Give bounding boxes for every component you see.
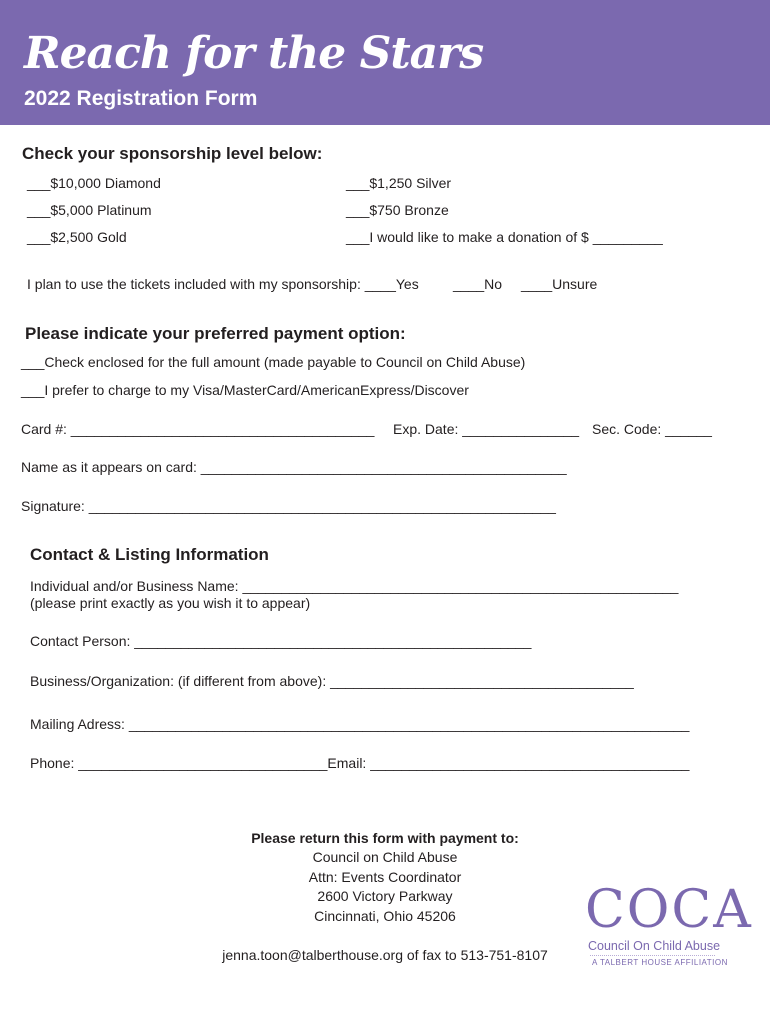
individual-name-field[interactable]: Individual and/or Business Name: ________________________________________________________ [30, 578, 679, 594]
sponsor-option-platinum[interactable]: ___$5,000 Platinum [27, 202, 152, 218]
contact-person-field[interactable]: Contact Person: ___________________________________________________ [30, 633, 532, 649]
payment-option-check[interactable]: ___Check enclosed for the full amount (made payable to Council on Child Abuse) [21, 354, 526, 370]
logo-divider [590, 955, 715, 956]
mailing-address-field[interactable]: Mailing Adress: ________________________________________________________________________ [30, 716, 690, 732]
form-subtitle: 2022 Registration Form [24, 87, 258, 110]
sec-code-field[interactable]: Sec. Code: ______ [592, 421, 712, 437]
coca-logo-affiliation: A TALBERT HOUSE AFFILIATION [592, 958, 728, 967]
phone-email-field[interactable]: Phone: ________________________________Email: _________________________________________ [30, 755, 690, 771]
tickets-unsure-field[interactable]: ____Unsure [521, 276, 598, 292]
tickets-no-field[interactable]: ____No [453, 276, 503, 292]
exp-date-field[interactable]: Exp. Date: _______________ [393, 421, 580, 437]
business-organization-field[interactable]: Business/Organization: (if different from above): _______________________________________ [30, 673, 634, 689]
card-number-field[interactable]: Card #: _______________________________________ [21, 421, 375, 437]
payment-heading: Please indicate your preferred payment option: [25, 324, 406, 343]
sponsor-option-gold[interactable]: ___$2,500 Gold [27, 229, 127, 245]
return-attn: Attn: Events Coordinator [308, 869, 462, 885]
tickets-yes-field[interactable]: I plan to use the tickets included with my sponsorship: ____Yes [27, 276, 419, 292]
return-heading: Please return this form with payment to: [251, 830, 519, 846]
coca-logo-name: Council On Child Abuse [588, 939, 721, 953]
sponsorship-heading: Check your sponsorship level below: [22, 144, 323, 163]
signature-field[interactable]: Signature: ____________________________________________________________ [21, 498, 556, 514]
return-org: Council on Child Abuse [312, 849, 458, 865]
sponsor-option-diamond[interactable]: ___$10,000 Diamond [27, 175, 161, 191]
return-city: Cincinnati, Ohio 45206 [314, 908, 456, 924]
event-title: Reach for the Stars [24, 28, 484, 79]
name-on-card-field[interactable]: Name as it appears on card: _______________________________________________ [21, 459, 567, 475]
return-street: 2600 Victory Parkway [317, 888, 453, 904]
sponsor-option-silver[interactable]: ___$1,250 Silver [346, 175, 452, 191]
contact-heading: Contact & Listing Information [30, 545, 269, 564]
sponsor-option-donation[interactable]: ___I would like to make a donation of $ _________ [346, 229, 663, 245]
sponsor-option-bronze[interactable]: ___$750 Bronze [346, 202, 449, 218]
coca-logo-mark: COCA [585, 880, 753, 940]
return-contact: jenna.toon@talberthouse.org of fax to 513-751-8107 [222, 947, 548, 963]
payment-option-card[interactable]: ___I prefer to charge to my Visa/MasterCard/AmericanExpress/Discover [21, 382, 469, 398]
individual-name-note: (please print exactly as you wish it to appear) [30, 595, 311, 611]
